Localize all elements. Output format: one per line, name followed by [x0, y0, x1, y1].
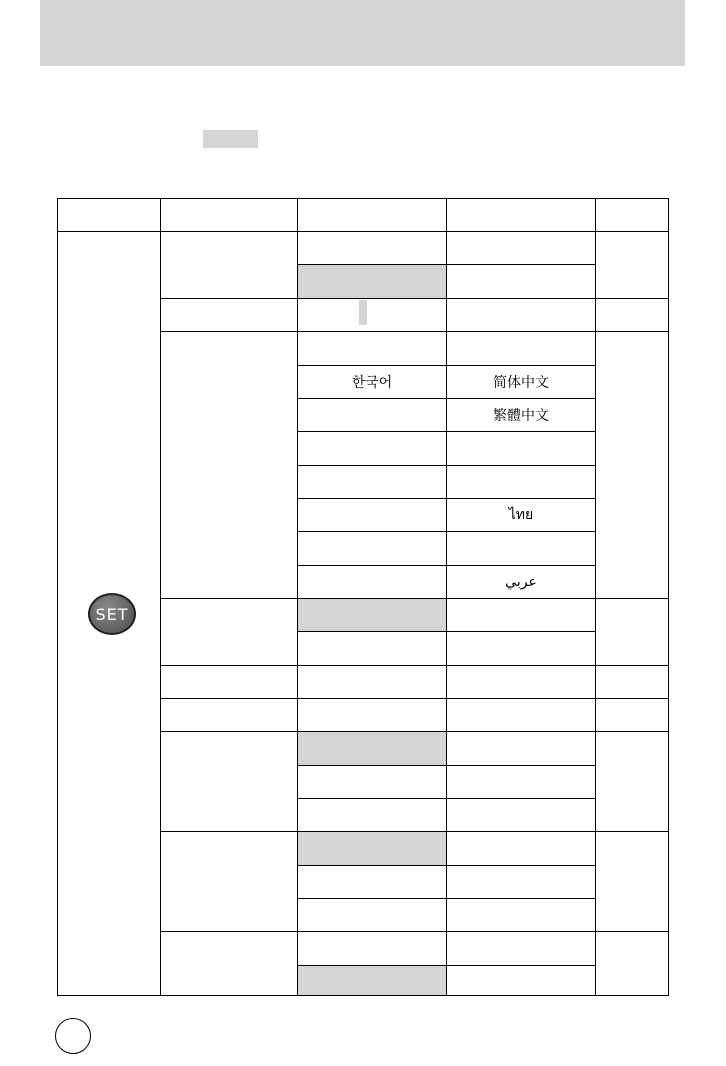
language-arabic: عربي	[446, 565, 595, 598]
language-simplified-chinese: 简体中文	[446, 365, 595, 398]
page-number-circle	[55, 1018, 91, 1054]
language-traditional-chinese: 繁體中文	[446, 398, 595, 431]
set-icon: SET	[88, 593, 136, 635]
header-band	[40, 0, 685, 66]
gray-label-box	[203, 130, 258, 148]
language-korean: 한국어	[297, 365, 446, 398]
cursor-mark	[359, 300, 367, 325]
language-thai: ไทย	[446, 498, 595, 531]
